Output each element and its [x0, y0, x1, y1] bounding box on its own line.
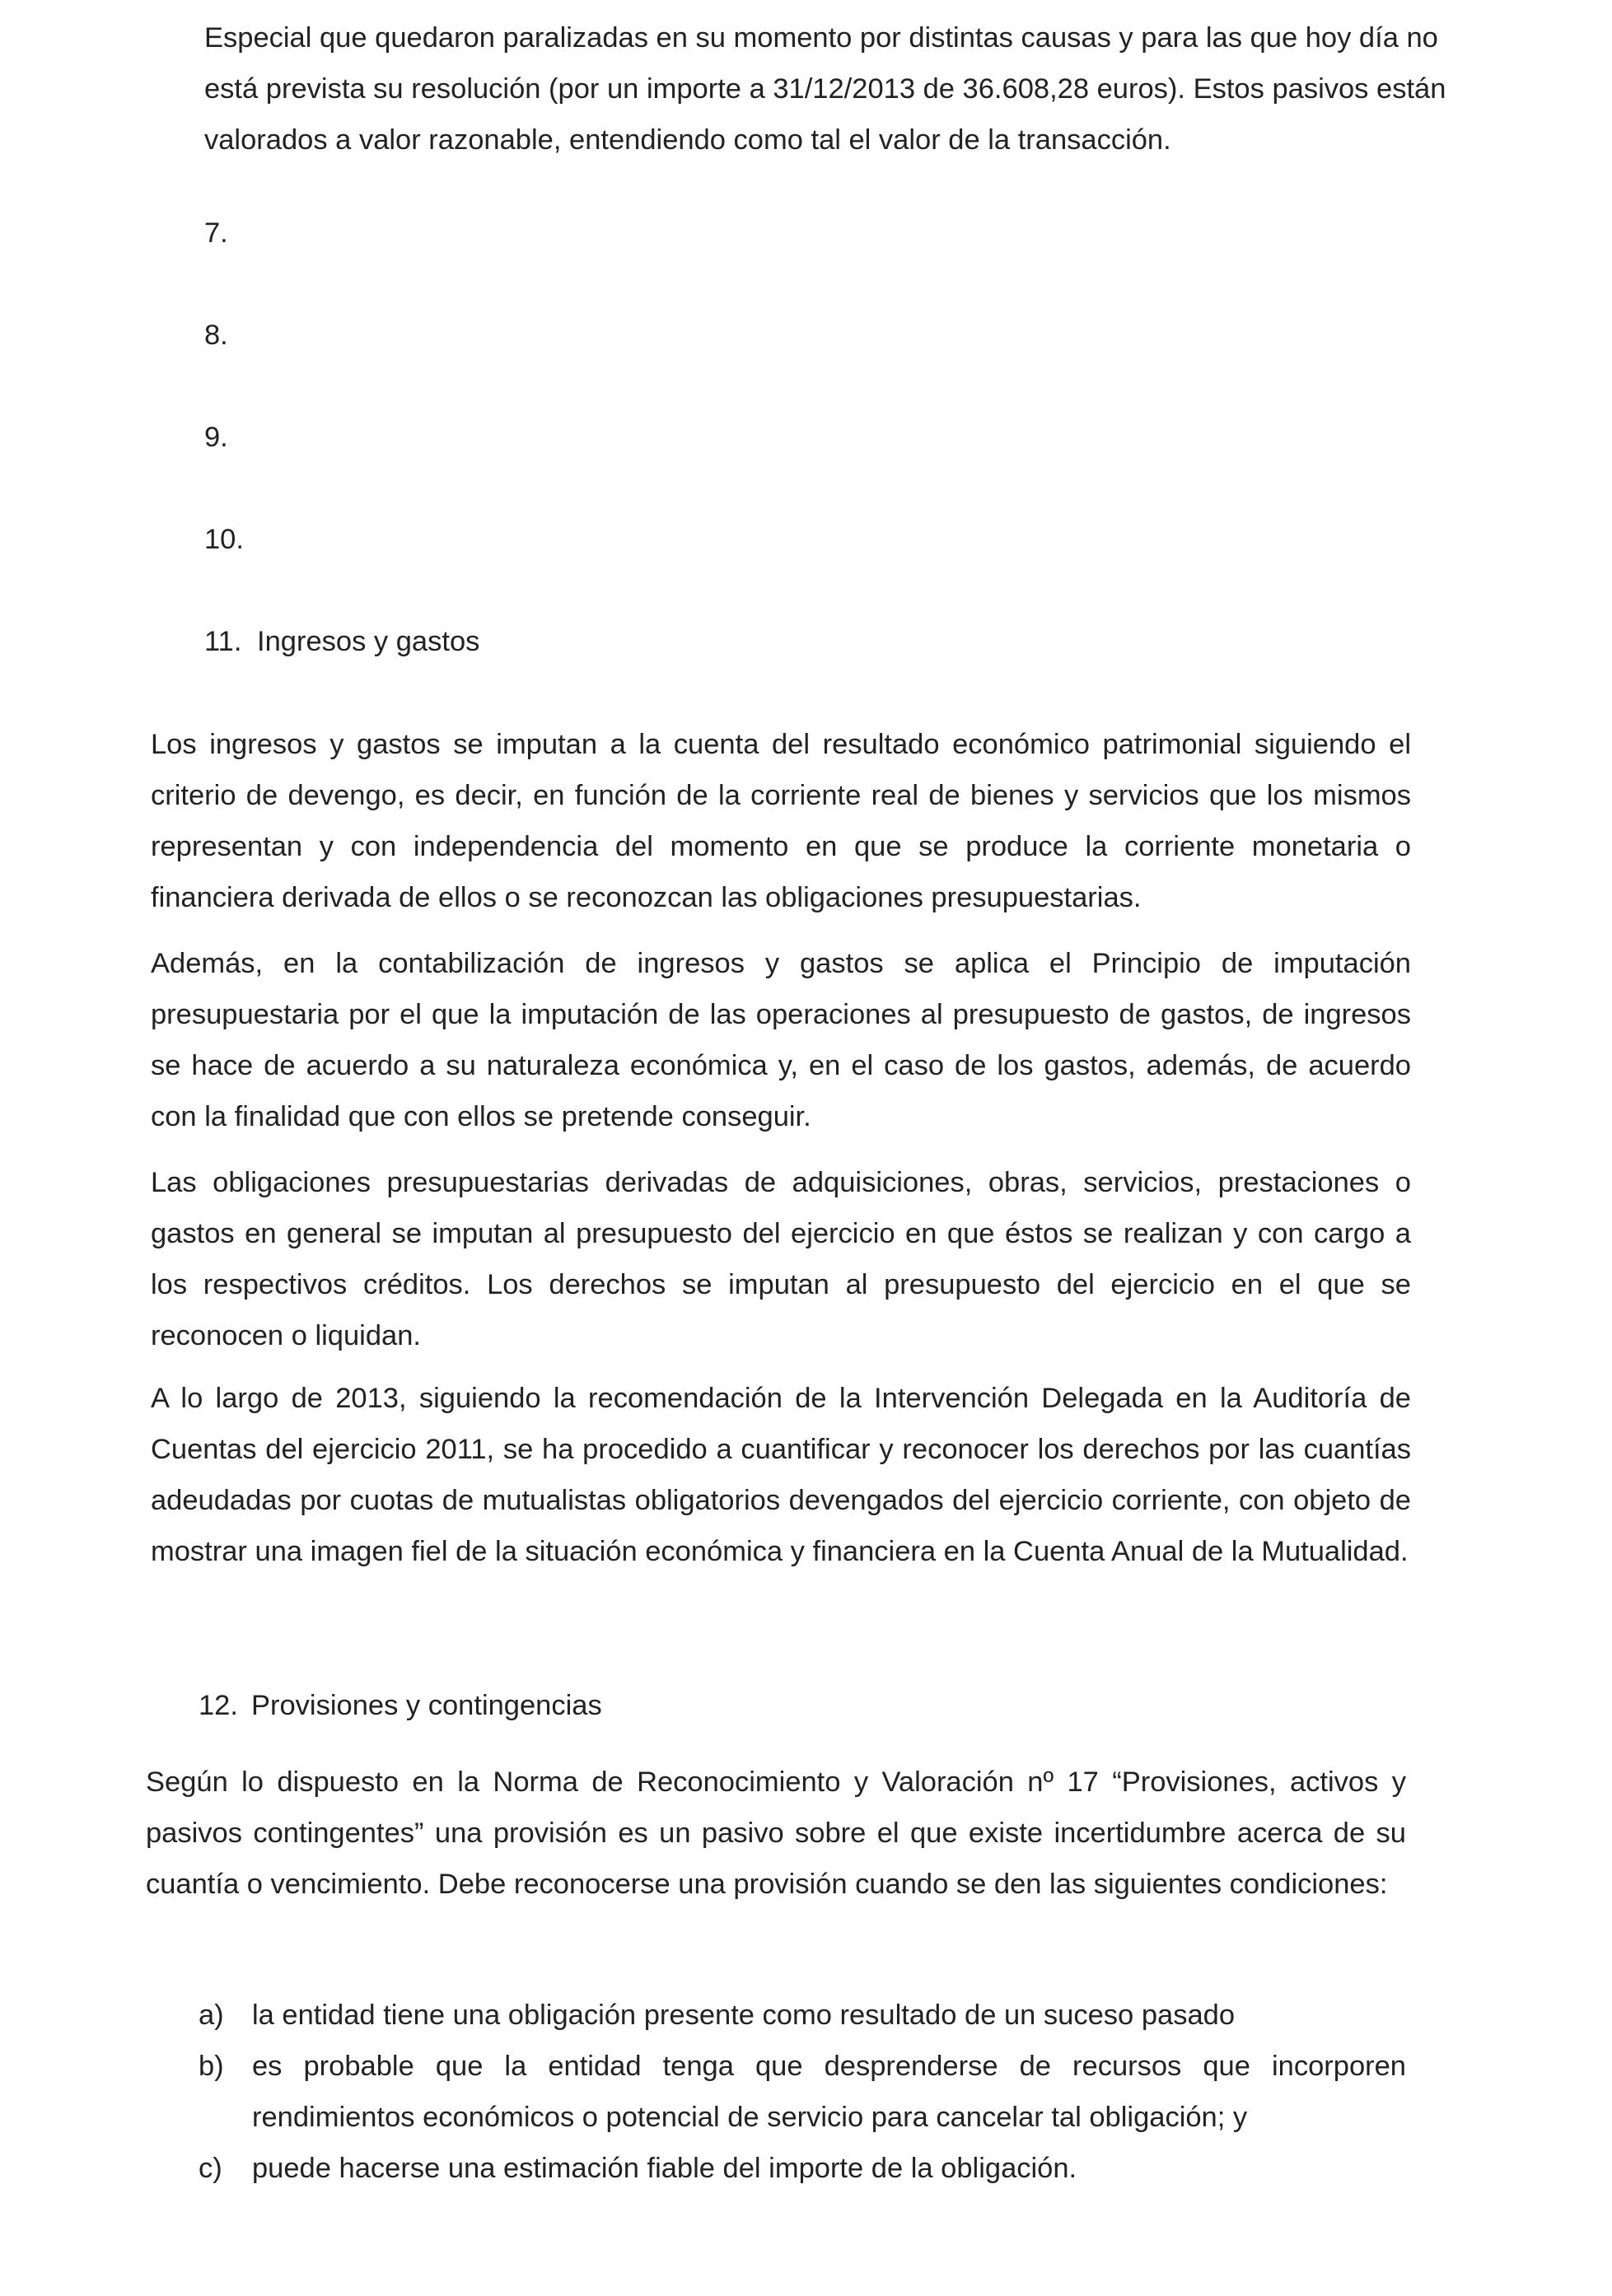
section-11-heading	[204, 616, 479, 667]
list-marker: c)	[199, 2153, 222, 2184]
condition-item-c	[199, 2143, 1406, 2194]
section-11-paragraph-4: A lo largo de 2013, siguiendo la recomendación de la Intervención Delegada en la Auditoría de Cuentas del ejercicio 2011, se ha procedido a cuantificar y reconocer los derechos por las cuantías adeudadas por cuotas de mutualistas obligatorios devengados del ejercicio corriente, con objeto de mostrar una imagen fiel de la situación económica y financiera en la Cuenta Anual de la Mutualidad.	[151, 1383, 1411, 1567]
list-marker: a)	[199, 2000, 224, 2031]
section-title: Ingresos y gastos	[257, 626, 480, 657]
section-11-paragraph-1: Los ingresos y gastos se imputan a la cuenta del resultado económico patrimonial siguiendo el criterio de devengo, es decir, en función de la corriente real de bienes y servicios que los mismos representan y con independencia del momento en que se produce la corriente monetaria o financiera derivada de ellos o se reconozcan las obligaciones presupuestarias.	[151, 729, 1411, 913]
section-12-heading	[199, 1680, 602, 1731]
list-marker: b)	[199, 2051, 224, 2082]
numbered-item-7	[204, 208, 228, 259]
item-number: 10.	[204, 524, 244, 555]
intro-paragraph: Especial que quedaron paralizadas en su momento por distintas causas y para las que hoy día no está prevista su resolución (por un importe a 31/12/2013 de 36.608,28 euros). Estos pasivos están valorados a valor razonable, entendiendo como tal el valor de la transacción.	[204, 22, 1446, 156]
list-text: la entidad tiene una obligación presente como resultado de un suceso pasado	[252, 2000, 1236, 2031]
condition-item-b	[199, 2041, 1406, 2143]
section-title: Provisiones y contingencias	[251, 1690, 602, 1721]
condition-item-a	[199, 1990, 1406, 2041]
item-number: 7.	[204, 217, 228, 249]
section-number: 11.	[204, 626, 242, 657]
section-11-paragraph-2: Además, en la contabilización de ingresos y gastos se aplica el Principio de imputación presupuestaria por el que la imputación de las operaciones al presupuesto de gastos, de ingresos se hace de acuerdo a su naturaleza económica y, en el caso de los gastos, además, de acuerdo con la finalidad que con ellos se pretende conseguir.	[151, 948, 1411, 1132]
section-12-paragraph: Según lo dispuesto en la Norma de Reconocimiento y Valoración nº 17 “Provisiones, activos y pasivos contingentes” una provisión es un pasivo sobre el que existe incertidumbre acerca de su cuantía o vencimiento. Debe reconocerse una provisión cuando se den las siguientes condiciones:	[146, 1766, 1406, 1900]
numbered-item-9	[204, 412, 228, 463]
numbered-item-8	[204, 310, 228, 361]
section-number: 12.	[199, 1690, 238, 1721]
list-text: puede hacerse una estimación fiable del importe de la obligación.	[252, 2153, 1077, 2184]
list-text: es probable que la entidad tenga que desprenderse de recursos que incorporen rendimientos económicos o potencial de servicio para cancelar tal obligación; y	[252, 2051, 1406, 2133]
section-11-paragraph-3: Las obligaciones presupuestarias derivadas de adquisiciones, obras, servicios, prestaciones o gastos en general se imputan al presupuesto del ejercicio en que éstos se realizan y con cargo a los respectivos créditos. Los derechos se imputan al presupuesto del ejercicio en el que se reconocen o liquidan.	[151, 1167, 1411, 1351]
item-number: 8.	[204, 320, 228, 351]
numbered-item-10	[204, 514, 244, 565]
item-number: 9.	[204, 422, 228, 453]
